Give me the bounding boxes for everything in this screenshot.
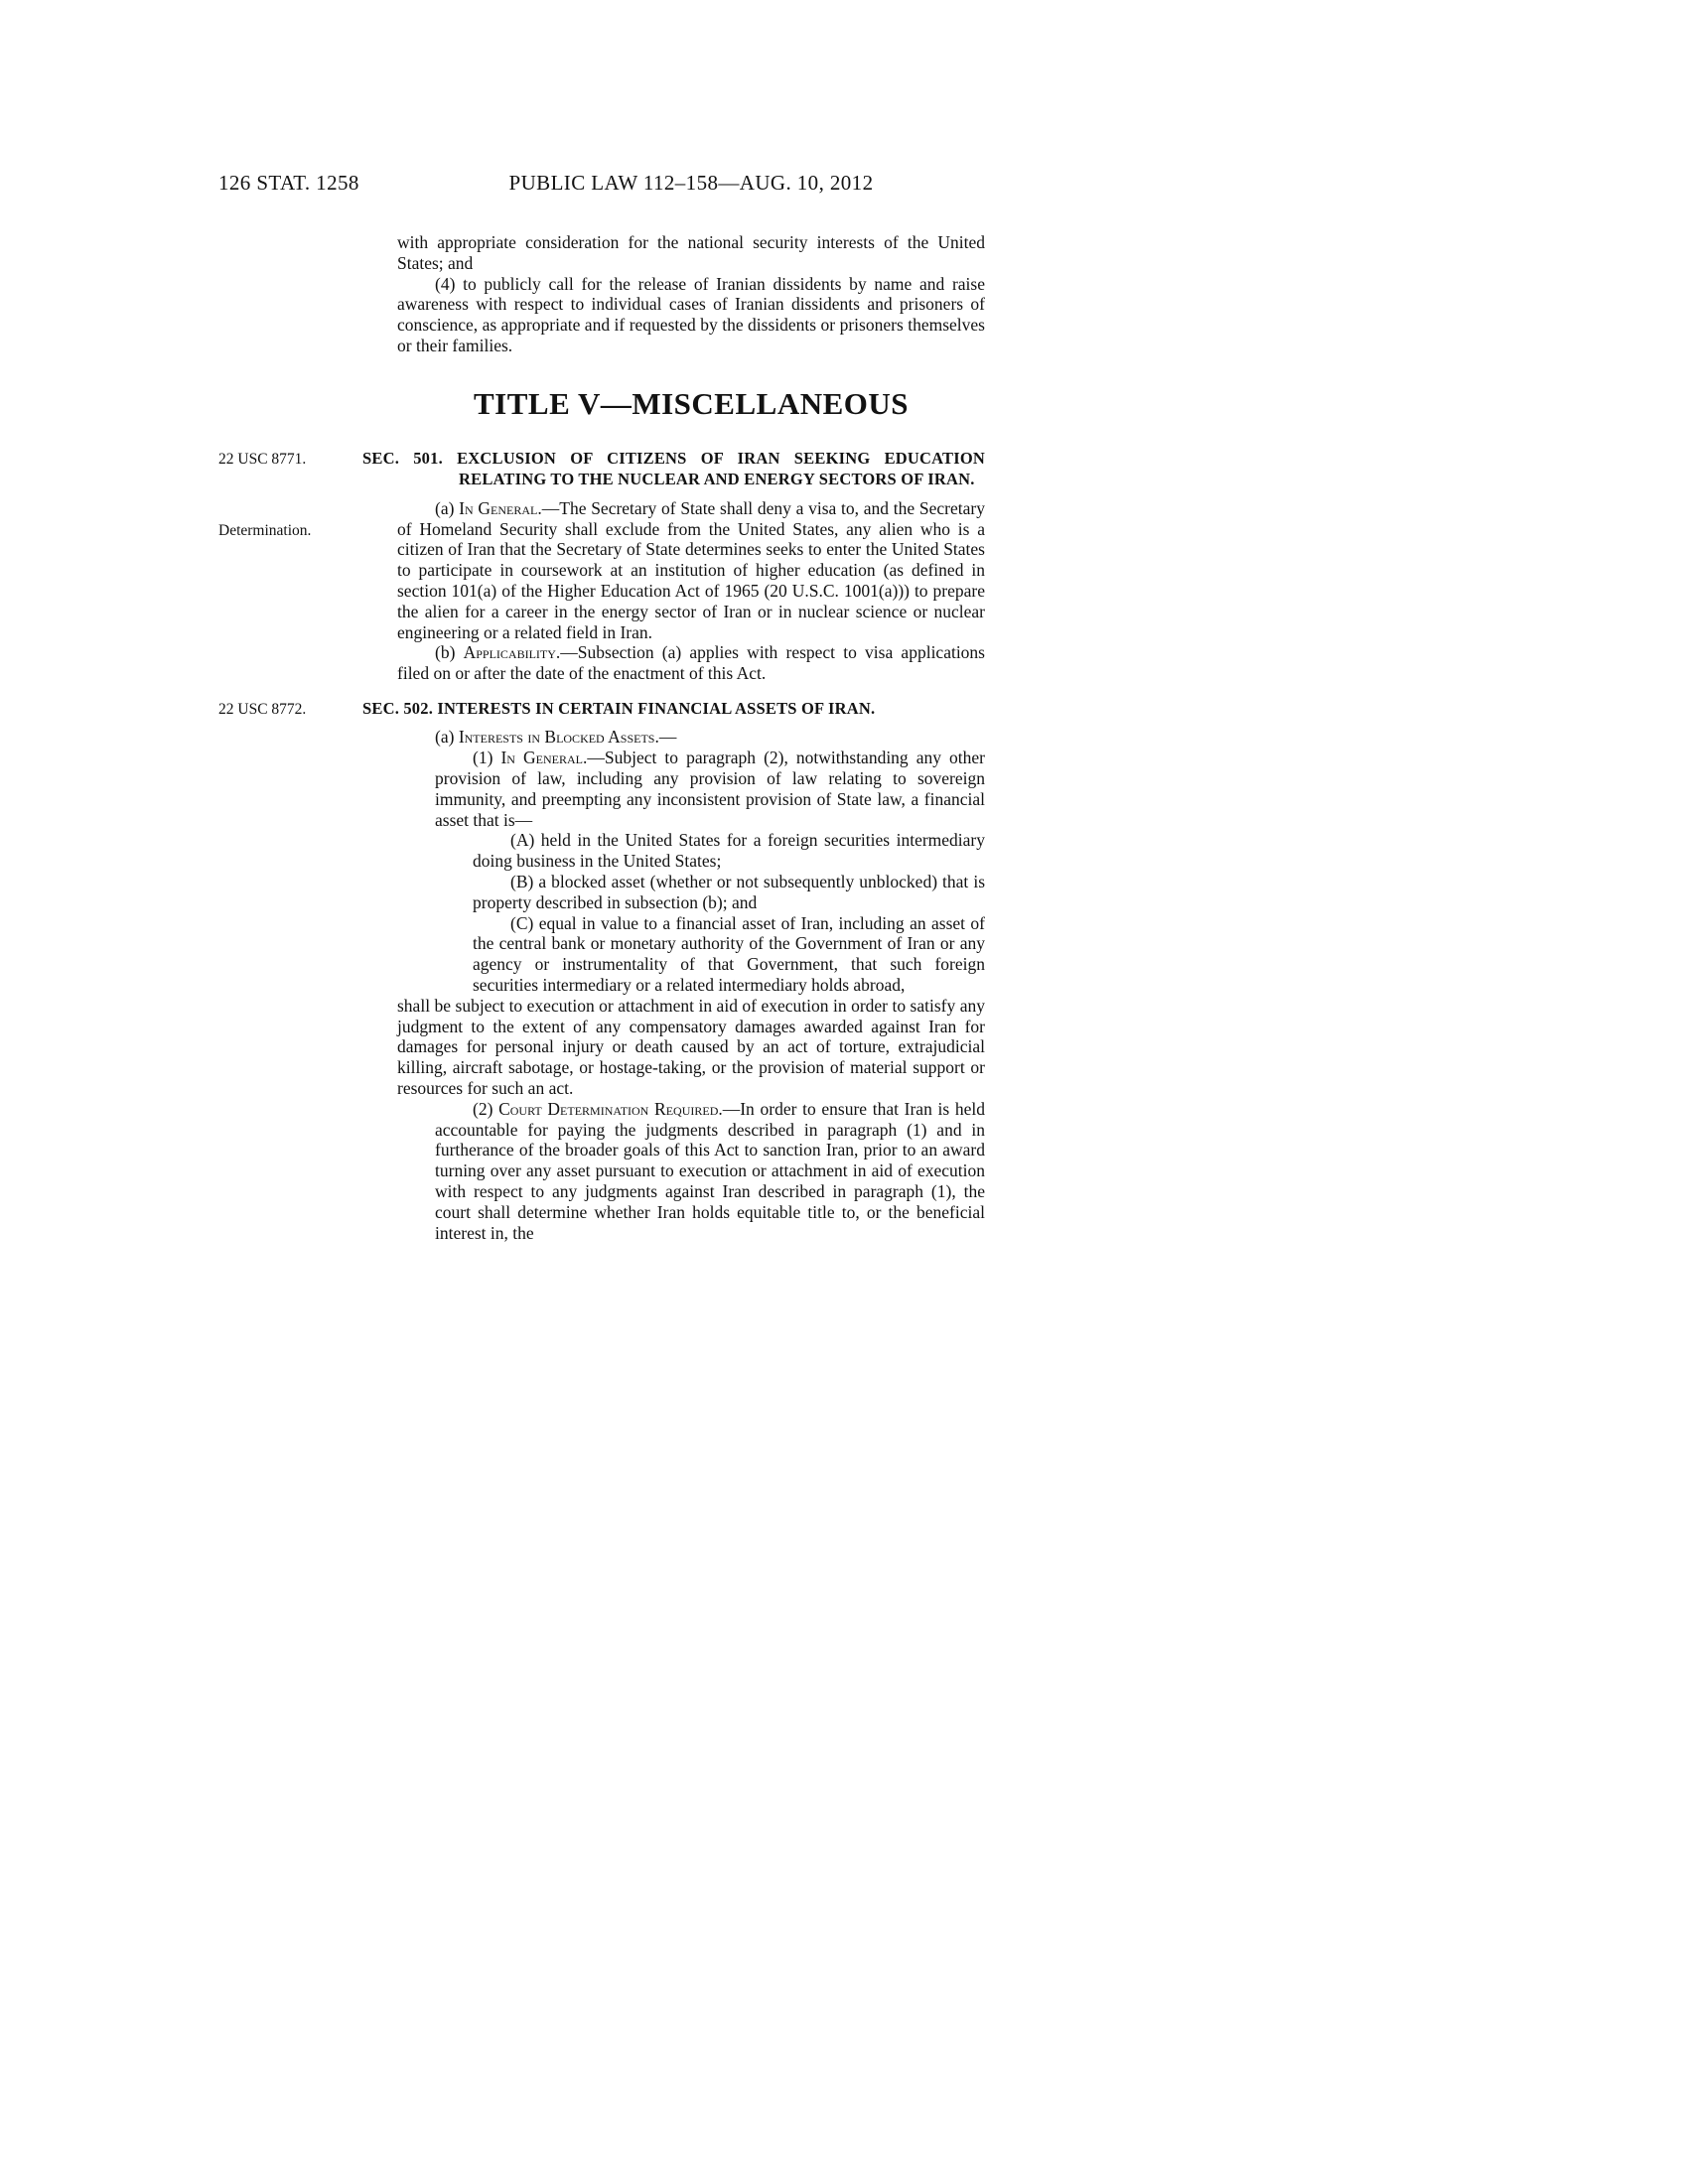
intro-block [397,232,985,356]
paragraph-continuation: with appropriate consideration for the national security interests of the United States; and [397,232,985,273]
section-501-heading-text: EXCLUSION OF CITIZENS OF IRAN SEEKING EDUCATION RELATING TO THE NUCLEAR AND ENERGY SECTORS OF IRAN. [457,448,985,489]
para-1-smallcaps: In General [500,748,583,768]
section-502-body [397,727,985,1243]
page-content [218,171,985,1257]
section-502-para-1 [435,748,985,830]
section-502-para-flush: shall be subject to execution or attachment in aid of execution in order to satisfy any judgment to the extent of any compensatory damages awarded against Iran for damages for personal injury or death caused by an act of torture, extrajudicial killing, aircraft sabotage, or hostage-taking, or the provision of material support or resources for such an act. [397,995,985,1098]
para-2-smallcaps: Court Determination Required [498,1098,719,1119]
title-v-heading: TITLE V—MISCELLANEOUS [473,385,910,421]
para-a2-text: .— [654,727,677,748]
para-a2-smallcaps: Interests in Blocked Assets [458,727,655,748]
section-501-body [397,498,985,684]
para-a-label: (a) [435,497,460,518]
para-a-smallcaps: In General [459,497,538,518]
section-501-heading-block [362,448,985,490]
margin-note-usc-8772: 22 USC 8772. [218,700,307,718]
section-501-label: SEC. 501. [362,448,443,468]
para-1-text: .—Subject to paragraph (2), notwithstanding any other provision of law, including any provision of law relating to sovereign immunity, and preempting any inconsistent provision of State law, a financial asset that is— [435,748,986,830]
section-502-para-2 [435,1099,985,1244]
public-law-title: PUBLIC LAW 112–158—AUG. 10, 2012 [508,171,874,195]
para-b-text: .—Subsection (a) applies with respect to visa applications filed on or after the date of the enactment of this Act. [397,642,985,684]
section-501 [218,448,985,684]
section-502 [218,698,985,1243]
para-1-label: (1) [473,748,501,768]
para-2-label: (2) [473,1098,499,1119]
section-502-label: SEC. 502. [362,698,434,718]
section-502-heading-text: INTERESTS IN CERTAIN FINANCIAL ASSETS OF IRAN. [437,698,876,718]
section-502-heading-block [362,698,985,720]
section-501-heading [362,448,985,490]
section-502-heading [362,698,985,720]
para-a-text: .—The Secretary of State shall deny a visa to, and the Secretary of Homeland Security shall exclude from the United States, any alien who is a citizen of Iran that the Secretary of State determines seeks to enter the United States to participate in coursework at an institution of higher education (as defined in section 101(a) of the Higher Education Act of 1965 (20 U.S.C. 1001(a))) to prepare the alien for a career in the energy sector of Iran or in nuclear science or nuclear engineering or a related field in Iran. [397,497,985,642]
section-502-para-a [397,727,985,748]
paragraph-4: (4) to publicly call for the release of Iranian dissidents by name and raise awareness with respect to individual cases of Iranian dissidents and prisoners of conscience, as appropriate and if requested by the dissidents or prisoners themselves or their families. [397,273,985,355]
para-a2-label: (a) [435,727,459,748]
margin-note-usc-8771: 22 USC 8771. [218,450,307,468]
para-2-text: .—In order to ensure that Iran is held accountable for paying the judgments described in paragraph (1) and in furtherance of the broader goals of this Act to sanction Iran, prior to an award turning over any asset pursuant to execution or attachment in aid of execution with respect to any judgments against Iran described in paragraph (1), the court shall determine whether Iran holds equitable title to, or the beneficial interest in, the [435,1098,985,1243]
section-502-para-B: (B) a blocked asset (whether or not subsequently unblocked) that is property described in subsection (b); and [473,872,985,912]
section-502-para-C: (C) equal in value to a financial asset of Iran, including an asset of the central bank or monetary authority of the Government of Iran or any agency or instrumentality of that Government, that such foreign securities intermediary or a related intermediary holds abroad, [473,912,985,996]
margin-note-determination: Determination. [218,521,312,539]
section-502-para-A: (A) held in the United States for a foreign securities intermediary doing business in the United States; [473,830,985,872]
section-501-para-a [397,498,985,643]
para-b-smallcaps: Applicability [463,642,556,663]
para-b-label: (b) [435,642,464,663]
section-501-para-b [397,642,985,684]
stat-page-number: 126 STAT. 1258 [218,171,359,195]
running-head [218,171,985,199]
